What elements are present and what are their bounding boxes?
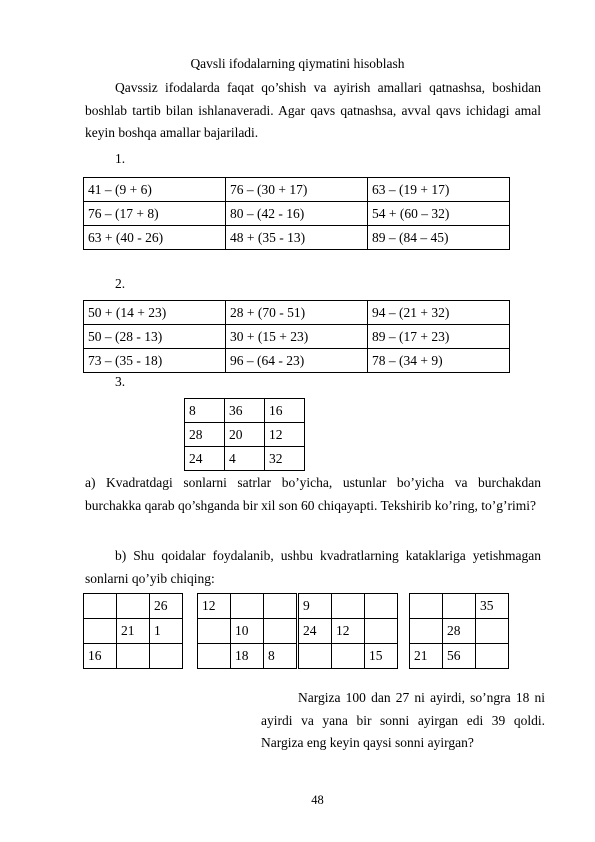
- table-cell: 76 – (30 + 17): [226, 178, 368, 202]
- table-cell: 10: [231, 619, 264, 644]
- table-row: [410, 594, 509, 619]
- table-cell: 1: [150, 619, 183, 644]
- table-cell: [84, 619, 117, 644]
- table-cell: 21: [117, 619, 150, 644]
- table-cell: 8: [264, 644, 297, 669]
- table-row: [84, 301, 510, 325]
- table-row: [410, 619, 509, 644]
- table-row: [84, 619, 183, 644]
- table-cell: 16: [265, 399, 305, 423]
- exercise-1-label: 1.: [115, 151, 126, 166]
- table-row: [185, 423, 305, 447]
- table-cell: [117, 644, 150, 669]
- table-cell: [365, 619, 398, 644]
- table-cell: [231, 594, 264, 619]
- table-row: [84, 594, 183, 619]
- table-row: [84, 644, 183, 669]
- table-cell: [150, 644, 183, 669]
- table-cell: 48 + (35 - 13): [226, 226, 368, 250]
- table-row: [84, 202, 510, 226]
- table-row: [84, 226, 510, 250]
- table-cell: 56: [443, 644, 476, 669]
- magic-square: [184, 398, 305, 471]
- table-row: [299, 619, 398, 644]
- table-row: [185, 447, 305, 471]
- table-cell: 9: [299, 594, 332, 619]
- table-cell: 94 – (21 + 32): [368, 301, 510, 325]
- table-cell: 12: [198, 594, 231, 619]
- table-cell: 50 + (14 + 23): [84, 301, 226, 325]
- table-cell: 24: [299, 619, 332, 644]
- table-cell: [117, 594, 150, 619]
- table-row: [84, 325, 510, 349]
- table-cell: [264, 619, 297, 644]
- table-cell: 26: [150, 594, 183, 619]
- table-cell: 28: [185, 423, 225, 447]
- task-b-text: b) Shu qoidalar foydalanib, ushbu kvadratlarning kataklariga yetishmagan sonlarni qo’yib chiqing:: [85, 548, 541, 586]
- table-row: [84, 178, 510, 202]
- table-cell: [264, 594, 297, 619]
- table-cell: [198, 644, 231, 669]
- table-cell: 96 – (64 - 23): [226, 349, 368, 373]
- table-cell: 35: [476, 594, 509, 619]
- table-cell: [410, 619, 443, 644]
- table-cell: 50 – (28 - 13): [84, 325, 226, 349]
- incomplete-square-2: [197, 593, 297, 669]
- table-cell: 8: [185, 399, 225, 423]
- table-cell: [476, 644, 509, 669]
- table-row: [84, 349, 510, 373]
- table-cell: [299, 644, 332, 669]
- table-cell: 54 + (60 – 32): [368, 202, 510, 226]
- table-cell: 24: [185, 447, 225, 471]
- incomplete-square-1: [83, 593, 183, 669]
- table-row: [198, 619, 297, 644]
- task-a-text: a) Kvadratdagi sonlarni satrlar bo’yicha, ustunlar bo’yicha va burchakdan burchakka qarab qo’shganda bir xil son 60 chiqayapti. Tekshirib ko’ring, to’g’rimi?: [85, 475, 541, 513]
- table-row: [410, 644, 509, 669]
- table-cell: 30 + (15 + 23): [226, 325, 368, 349]
- table-cell: [476, 619, 509, 644]
- table-cell: 41 – (9 + 6): [84, 178, 226, 202]
- table-cell: [84, 594, 117, 619]
- table-cell: 16: [84, 644, 117, 669]
- table-cell: 76 – (17 + 8): [84, 202, 226, 226]
- table-cell: 12: [265, 423, 305, 447]
- table-cell: 12: [332, 619, 365, 644]
- table-cell: 78 – (34 + 9): [368, 349, 510, 373]
- table-cell: 36: [225, 399, 265, 423]
- table-cell: [410, 594, 443, 619]
- intro-paragraph: Qavssiz ifodalarda faqat qo’shish va ayirish amallari qatnashsa, boshidan boshlab tartib bilan ishlanaveradi. Agar qavs qatnashsa, avval qavs ichidagi amal keyin boshqa amallar bajariladi.: [85, 80, 541, 140]
- table-cell: 21: [410, 644, 443, 669]
- exercise-3-label: 3.: [115, 374, 126, 389]
- exercise-2-table: [83, 300, 510, 373]
- table-cell: 63 + (40 - 26): [84, 226, 226, 250]
- table-cell: 28: [443, 619, 476, 644]
- table-cell: 80 – (42 - 16): [226, 202, 368, 226]
- table-cell: [198, 619, 231, 644]
- table-cell: 18: [231, 644, 264, 669]
- incomplete-square-3: [298, 593, 398, 669]
- table-cell: 89 – (17 + 23): [368, 325, 510, 349]
- page-title: Qavsli ifodalarning qiymatini hisoblash: [190, 56, 405, 71]
- table-cell: 28 + (70 - 51): [226, 301, 368, 325]
- table-row: [198, 594, 297, 619]
- table-cell: 4: [225, 447, 265, 471]
- table-row: [299, 594, 398, 619]
- table-cell: [365, 594, 398, 619]
- table-cell: 73 – (35 - 18): [84, 349, 226, 373]
- table-cell: [443, 594, 476, 619]
- exercise-1-table: [83, 177, 510, 250]
- page-number: 48: [311, 793, 324, 807]
- exercise-2-label: 2.: [115, 276, 126, 291]
- table-cell: 15: [365, 644, 398, 669]
- table-row: [185, 399, 305, 423]
- table-row: [299, 644, 398, 669]
- table-cell: 32: [265, 447, 305, 471]
- table-cell: 89 – (84 – 45): [368, 226, 510, 250]
- table-cell: [332, 644, 365, 669]
- table-row: [198, 644, 297, 669]
- table-cell: [332, 594, 365, 619]
- incomplete-square-4: [409, 593, 509, 669]
- word-problem: Nargiza 100 dan 27 ni ayirdi, so’ngra 18 ni ayirdi va yana bir sonni ayirgan edi 39 qoldi. Nargiza eng keyin qaysi sonni ayirgan?: [261, 690, 545, 750]
- table-cell: 20: [225, 423, 265, 447]
- table-cell: 63 – (19 + 17): [368, 178, 510, 202]
